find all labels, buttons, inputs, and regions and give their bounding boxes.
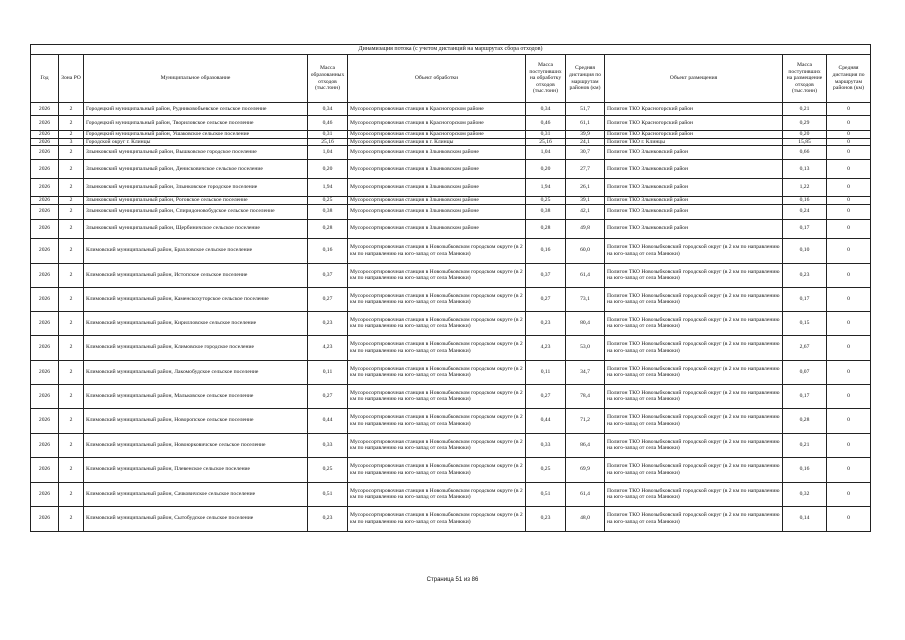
cell-mass-generated: 0,11: [308, 360, 348, 384]
cell-mass-processed: 0,31: [526, 131, 566, 139]
cell-distance-processing: 39,1: [566, 197, 605, 205]
table-row: [31, 103, 871, 116]
cell-mass-placed: 0,13: [783, 160, 827, 179]
cell-distance-placement: 0: [827, 116, 871, 131]
cell-mass-generated: 0,20: [308, 160, 348, 179]
cell-distance-processing: 73,1: [566, 287, 605, 311]
cell-mass-generated: 0,23: [308, 506, 348, 531]
cell-mass-generated: 0,31: [308, 131, 348, 139]
cell-zone: 2: [59, 311, 84, 335]
cell-distance-processing: 34,7: [566, 360, 605, 384]
cell-municipality: Климовский муниципальный район, Сытобудское сельское поселение: [84, 506, 308, 531]
cell-mass-placed: 0,29: [783, 116, 827, 131]
table-row: [31, 433, 871, 457]
cell-distance-processing: 42,1: [566, 204, 605, 219]
cell-distance-placement: 0: [827, 287, 871, 311]
cell-municipality: Городецкий муниципальный район, Твориловское сельское поселение: [84, 116, 308, 131]
cell-municipality: Климовский муниципальный район, Новоропское сельское поселение: [84, 408, 308, 433]
cell-year: 2026: [31, 263, 59, 287]
cell-mass-processed: 0,51: [526, 482, 566, 506]
cell-distance-processing: 26,1: [566, 179, 605, 197]
cell-municipality: Климовский муниципальный район, Мальковское сельское поселение: [84, 384, 308, 408]
cell-mass-placed: 15,85: [783, 138, 827, 146]
cell-year: 2026: [31, 146, 59, 160]
cell-distance-processing: 86,4: [566, 433, 605, 457]
cell-distance-placement: 0: [827, 138, 871, 146]
table-row: [31, 138, 871, 146]
cell-distance-placement: 0: [827, 408, 871, 433]
cell-processing-object: Мусоросортировочная станция в Новозыбковском городском округе (в 2 км по направлению на юго-запад от села Манюки): [348, 433, 526, 457]
cell-year: 2026: [31, 179, 59, 197]
cell-distance-placement: 0: [827, 335, 871, 360]
cell-zone: 2: [59, 103, 84, 116]
cell-distance-placement: 0: [827, 179, 871, 197]
cell-mass-processed: 0,33: [526, 433, 566, 457]
table-row: [31, 197, 871, 205]
cell-placement-object: Полигон ТКО Злынковский район: [605, 197, 783, 205]
cell-mass-processed: 4,23: [526, 335, 566, 360]
table-row: [31, 204, 871, 219]
cell-mass-placed: 0,32: [783, 482, 827, 506]
cell-municipality: Климовский муниципальный район, Лакомобудское сельское поселение: [84, 360, 308, 384]
cell-distance-processing: 61,1: [566, 116, 605, 131]
cell-zone: 2: [59, 335, 84, 360]
cell-year: 2026: [31, 197, 59, 205]
cell-municipality: Климовский муниципальный район, Плевенское сельское поселение: [84, 457, 308, 482]
table-row: [31, 311, 871, 335]
cell-mass-generated: 0,27: [308, 287, 348, 311]
cell-mass-generated: 0,51: [308, 482, 348, 506]
cell-mass-placed: 0,20: [783, 131, 827, 139]
cell-mass-processed: 25,16: [526, 138, 566, 146]
cell-mass-generated: 0,25: [308, 457, 348, 482]
cell-placement-object: Полигон ТКО Новозыбковский городской округ (в 2 км по направлению на юго-запад от села Манюки): [605, 457, 783, 482]
cell-processing-object: Мусоросортировочная станция в Новозыбковском городском округе (в 2 км по направлению на юго-запад от села Манюки): [348, 408, 526, 433]
cell-processing-object: Мусоросортировочная станция в Новозыбковском городском округе (в 2 км по направлению на юго-запад от села Манюки): [348, 238, 526, 263]
cell-mass-placed: 0,16: [783, 457, 827, 482]
table-row: [31, 179, 871, 197]
cell-distance-placement: 0: [827, 384, 871, 408]
cell-mass-placed: 0,15: [783, 311, 827, 335]
cell-municipality: Злынковский муниципальный район, Роговское сельское поселение: [84, 197, 308, 205]
cell-distance-placement: 0: [827, 482, 871, 506]
cell-year: 2026: [31, 408, 59, 433]
cell-placement-object: Полигон ТКО Злынковский район: [605, 146, 783, 160]
cell-mass-generated: 0,34: [308, 103, 348, 116]
cell-distance-processing: 60,0: [566, 238, 605, 263]
cell-processing-object: Мусоросортировочная станция в Красногорском районе: [348, 131, 526, 139]
cell-placement-object: Полигон ТКО Новозыбковский городской округ (в 2 км по направлению на юго-запад от села Манюки): [605, 384, 783, 408]
cell-distance-placement: 0: [827, 131, 871, 139]
cell-mass-generated: 1,04: [308, 146, 348, 160]
table-row: [31, 360, 871, 384]
col-header-distance-placement: Средняя дистанция по маршрутам районов (км): [827, 55, 871, 103]
cell-mass-generated: 0,25: [308, 197, 348, 205]
cell-mass-processed: 0,23: [526, 311, 566, 335]
col-header-placement-object: Объект размещения: [605, 55, 783, 103]
cell-mass-processed: 0,27: [526, 287, 566, 311]
cell-mass-placed: 0,66: [783, 146, 827, 160]
cell-municipality: Городецкий муниципальный район, Ушаковское сельское поселение: [84, 131, 308, 139]
cell-processing-object: Мусоросортировочная станция в Новозыбковском городском округе (в 2 км по направлению на юго-запад от села Манюки): [348, 335, 526, 360]
cell-mass-processed: 1,04: [526, 146, 566, 160]
cell-year: 2026: [31, 131, 59, 139]
col-header-zone: Зона РО: [59, 55, 84, 103]
cell-municipality: Климовский муниципальный район, Истопское сельское поселение: [84, 263, 308, 287]
cell-zone: 2: [59, 287, 84, 311]
cell-distance-placement: 0: [827, 360, 871, 384]
cell-mass-processed: 0,37: [526, 263, 566, 287]
cell-mass-placed: 0,10: [783, 238, 827, 263]
cell-zone: 2: [59, 131, 84, 139]
cell-mass-processed: 0,11: [526, 360, 566, 384]
cell-municipality: Злынковский муниципальный район, Спиридоновобудское сельское поселение: [84, 204, 308, 219]
cell-processing-object: Мусоросортировочная станция в Новозыбковском городском округе (в 2 км по направлению на юго-запад от села Манюки): [348, 311, 526, 335]
cell-mass-generated: 4,23: [308, 335, 348, 360]
cell-distance-placement: 0: [827, 204, 871, 219]
cell-mass-placed: 0,16: [783, 197, 827, 205]
page-footer: Страница 51 из 86: [426, 577, 479, 583]
cell-placement-object: Полигон ТКО Новозыбковский городской округ (в 2 км по направлению на юго-запад от села Манюки): [605, 287, 783, 311]
cell-zone: 2: [59, 457, 84, 482]
cell-distance-processing: 51,7: [566, 103, 605, 116]
cell-placement-object: Полигон ТКО Злынковский район: [605, 204, 783, 219]
cell-mass-processed: 0,16: [526, 238, 566, 263]
cell-distance-placement: 0: [827, 433, 871, 457]
cell-year: 2026: [31, 238, 59, 263]
cell-municipality: Городской округ г. Клинцы: [84, 138, 308, 146]
cell-placement-object: Полигон ТКО Новозыбковский городской округ (в 2 км по направлению на юго-запад от села Манюки): [605, 263, 783, 287]
cell-distance-processing: 80,4: [566, 311, 605, 335]
cell-zone: 2: [59, 238, 84, 263]
cell-zone: 2: [59, 146, 84, 160]
cell-mass-generated: 0,27: [308, 384, 348, 408]
cell-mass-processed: 0,25: [526, 197, 566, 205]
table-row: [31, 263, 871, 287]
table-row: [31, 160, 871, 179]
cell-processing-object: Мусоросортировочная станция в Злынковском районе: [348, 146, 526, 160]
col-header-mass-placed: Масса поступивших на размещение отходов (тыс.тонн): [783, 55, 827, 103]
table-row: [31, 219, 871, 238]
cell-year: 2026: [31, 287, 59, 311]
cell-municipality: Городецкий муниципальный район, Рудниковобьевское сельское поселение: [84, 103, 308, 116]
cell-year: 2026: [31, 160, 59, 179]
cell-mass-generated: 0,33: [308, 433, 348, 457]
cell-year: 2026: [31, 433, 59, 457]
cell-mass-placed: 0,07: [783, 360, 827, 384]
cell-municipality: Климовский муниципальный район, Сачковичское сельское поселение: [84, 482, 308, 506]
cell-placement-object: Полигон ТКО Злынковский район: [605, 160, 783, 179]
col-header-year: Год: [31, 55, 59, 103]
cell-placement-object: Полигон ТКО Новозыбковский городской округ (в 2 км по направлению на юго-запад от села Манюки): [605, 238, 783, 263]
cell-mass-processed: 0,20: [526, 160, 566, 179]
cell-zone: 2: [59, 160, 84, 179]
cell-processing-object: Мусоросортировочная станция в Красногорском районе: [348, 116, 526, 131]
cell-municipality: Климовский муниципальный район, Климовское городское поселение: [84, 335, 308, 360]
cell-zone: 2: [59, 482, 84, 506]
cell-processing-object: Мусоросортировочная станция в Новозыбковском городском округе (в 2 км по направлению на юго-запад от села Манюки): [348, 482, 526, 506]
cell-mass-placed: 0,17: [783, 384, 827, 408]
cell-zone: 2: [59, 197, 84, 205]
cell-mass-processed: 0,27: [526, 384, 566, 408]
cell-year: 2026: [31, 138, 59, 146]
cell-zone: 2: [59, 506, 84, 531]
cell-processing-object: Мусоросортировочная станция в Злынковском районе: [348, 204, 526, 219]
cell-year: 2026: [31, 204, 59, 219]
cell-municipality: Злынковский муниципальный район, Злынковское городское поселение: [84, 179, 308, 197]
table-row: [31, 131, 871, 139]
cell-placement-object: Полигон ТКО Красногорский район: [605, 131, 783, 139]
document-sheet: [30, 44, 870, 532]
waste-flow-table: [30, 44, 871, 532]
cell-distance-processing: 24,1: [566, 138, 605, 146]
cell-zone: 2: [59, 433, 84, 457]
cell-municipality: Климовский муниципальный район, Брахловское сельское поселение: [84, 238, 308, 263]
cell-mass-generated: 0,37: [308, 263, 348, 287]
cell-distance-processing: 49,8: [566, 219, 605, 238]
cell-processing-object: Мусоросортировочная станция в Новозыбковском городском округе (в 2 км по направлению на юго-запад от села Манюки): [348, 360, 526, 384]
cell-processing-object: Мусоросортировочная станция в Новозыбковском городском округе (в 2 км по направлению на юго-запад от села Манюки): [348, 287, 526, 311]
cell-placement-object: Полигон ТКО Новозыбковский городской округ (в 2 км по направлению на юго-запад от села Манюки): [605, 311, 783, 335]
cell-distance-processing: 61,4: [566, 482, 605, 506]
cell-zone: 2: [59, 116, 84, 131]
cell-mass-processed: 0,28: [526, 219, 566, 238]
cell-distance-placement: 0: [827, 457, 871, 482]
cell-distance-processing: 27,7: [566, 160, 605, 179]
cell-placement-object: Полигон ТКО Красногорский район: [605, 103, 783, 116]
cell-mass-placed: 0,21: [783, 433, 827, 457]
cell-mass-generated: 0,16: [308, 238, 348, 263]
cell-processing-object: Мусоросортировочная станция в Красногорском районе: [348, 103, 526, 116]
cell-municipality: Злынковский муниципальный район, Вышковское городское поселение: [84, 146, 308, 160]
cell-placement-object: Полигон ТКО Злынковский район: [605, 219, 783, 238]
cell-distance-processing: 53,0: [566, 335, 605, 360]
cell-zone: 2: [59, 263, 84, 287]
table-row: [31, 287, 871, 311]
cell-mass-placed: 0,28: [783, 408, 827, 433]
cell-mass-placed: 0,24: [783, 204, 827, 219]
cell-distance-placement: 0: [827, 103, 871, 116]
cell-distance-processing: 30,7: [566, 146, 605, 160]
cell-zone: 2: [59, 384, 84, 408]
cell-placement-object: Полигон ТКО Красногорский район: [605, 116, 783, 131]
cell-processing-object: Мусоросортировочная станция в Злынковском районе: [348, 197, 526, 205]
cell-placement-object: Полигон ТКО Злынковский район: [605, 179, 783, 197]
col-header-mass-processed: Масса поступивших на обработку отходов (тыс.тонн): [526, 55, 566, 103]
table-row: [31, 146, 871, 160]
col-header-processing-object: Объект обработки: [348, 55, 526, 103]
cell-distance-processing: 39,9: [566, 131, 605, 139]
cell-processing-object: Мусоросортировочная станция в Злынковском районе: [348, 160, 526, 179]
cell-mass-processed: 0,46: [526, 116, 566, 131]
cell-mass-placed: 2,67: [783, 335, 827, 360]
cell-year: 2026: [31, 384, 59, 408]
cell-placement-object: Полигон ТКО Новозыбковский городской округ (в 2 км по направлению на юго-запад от села Манюки): [605, 408, 783, 433]
cell-distance-placement: 0: [827, 311, 871, 335]
header-row: [31, 55, 871, 103]
cell-distance-placement: 0: [827, 197, 871, 205]
cell-zone: 2: [59, 219, 84, 238]
table-row: [31, 457, 871, 482]
cell-year: 2026: [31, 103, 59, 116]
cell-placement-object: Полигон ТКО Новозыбковский городской округ (в 2 км по направлению на юго-запад от села Манюки): [605, 433, 783, 457]
cell-distance-placement: 0: [827, 146, 871, 160]
cell-municipality: Климовский муниципальный район, Кирилловское сельское поселение: [84, 311, 308, 335]
cell-mass-processed: 0,25: [526, 457, 566, 482]
cell-placement-object: Полигон ТКО Новозыбковский городской округ (в 2 км по направлению на юго-запад от села Манюки): [605, 482, 783, 506]
table-caption: Динамизация потока (с учетом дистанций на маршрутах сбора отходов): [30, 44, 871, 54]
cell-processing-object: Мусоросортировочная станция в Злынковском районе: [348, 179, 526, 197]
cell-mass-processed: 0,38: [526, 204, 566, 219]
cell-distance-placement: 0: [827, 238, 871, 263]
cell-mass-processed: 1,94: [526, 179, 566, 197]
cell-distance-placement: 0: [827, 219, 871, 238]
cell-processing-object: Мусоросортировочная станция в г. Клинцы: [348, 138, 526, 146]
cell-mass-placed: 1,22: [783, 179, 827, 197]
cell-processing-object: Мусоросортировочная станция в Злынковском районе: [348, 219, 526, 238]
cell-year: 2026: [31, 506, 59, 531]
table-row: [31, 384, 871, 408]
cell-distance-processing: 48,0: [566, 506, 605, 531]
cell-mass-placed: 0,21: [783, 103, 827, 116]
cell-mass-generated: 0,28: [308, 219, 348, 238]
cell-mass-placed: 0,17: [783, 287, 827, 311]
cell-year: 2026: [31, 482, 59, 506]
table-row: [31, 408, 871, 433]
cell-year: 2026: [31, 360, 59, 384]
cell-placement-object: Полигон ТКО Новозыбковский городской округ (в 2 км по направлению на юго-запад от села Манюки): [605, 360, 783, 384]
cell-processing-object: Мусоросортировочная станция в Новозыбковском городском округе (в 2 км по направлению на юго-запад от села Манюки): [348, 263, 526, 287]
cell-mass-generated: 25,16: [308, 138, 348, 146]
cell-distance-placement: 0: [827, 263, 871, 287]
col-header-distance-processing: Средняя дистанция по маршрутам районов (км): [566, 55, 605, 103]
cell-distance-processing: 69,9: [566, 457, 605, 482]
cell-year: 2026: [31, 311, 59, 335]
cell-mass-placed: 0,14: [783, 506, 827, 531]
cell-placement-object: Полигон ТКО Новозыбковский городской округ (в 2 км по направлению на юго-запад от села Манюки): [605, 506, 783, 531]
cell-mass-generated: 0,44: [308, 408, 348, 433]
col-header-municipality: Муниципальное образование: [84, 55, 308, 103]
cell-municipality: Климовский муниципальный район, Новоюрковичское сельское поселение: [84, 433, 308, 457]
cell-distance-processing: 71,2: [566, 408, 605, 433]
cell-processing-object: Мусоросортировочная станция в Новозыбковском городском округе (в 2 км по направлению на юго-запад от села Манюки): [348, 506, 526, 531]
cell-mass-generated: 0,38: [308, 204, 348, 219]
cell-year: 2026: [31, 335, 59, 360]
cell-year: 2026: [31, 219, 59, 238]
cell-distance-processing: 61,4: [566, 263, 605, 287]
cell-mass-placed: 0,23: [783, 263, 827, 287]
cell-mass-generated: 1,94: [308, 179, 348, 197]
cell-municipality: Злынковский муниципальный район, Щербиничское сельское поселение: [84, 219, 308, 238]
cell-year: 2026: [31, 457, 59, 482]
cell-zone: 2: [59, 360, 84, 384]
cell-distance-placement: 0: [827, 506, 871, 531]
cell-zone: 2: [59, 179, 84, 197]
cell-distance-placement: 0: [827, 160, 871, 179]
cell-placement-object: Полигон ТКО г. Клинцы: [605, 138, 783, 146]
cell-mass-processed: 0,44: [526, 408, 566, 433]
cell-zone: 3: [59, 138, 84, 146]
cell-mass-placed: 0,17: [783, 219, 827, 238]
table-row: [31, 238, 871, 263]
cell-mass-generated: 0,23: [308, 311, 348, 335]
cell-placement-object: Полигон ТКО Новозыбковский городской округ (в 2 км по направлению на юго-запад от села Манюки): [605, 335, 783, 360]
cell-distance-processing: 78,4: [566, 384, 605, 408]
col-header-mass-generated: Масса образованных отходов (тыс.тонн): [308, 55, 348, 103]
cell-municipality: Злынковский муниципальный район, Денисковичское сельское поселение: [84, 160, 308, 179]
cell-year: 2026: [31, 116, 59, 131]
cell-zone: 2: [59, 204, 84, 219]
cell-processing-object: Мусоросортировочная станция в Новозыбковском городском округе (в 2 км по направлению на юго-запад от села Манюки): [348, 384, 526, 408]
cell-processing-object: Мусоросортировочная станция в Новозыбковском городском округе (в 2 км по направлению на юго-запад от села Манюки): [348, 457, 526, 482]
cell-mass-processed: 0,34: [526, 103, 566, 116]
table-row: [31, 335, 871, 360]
cell-mass-generated: 0,46: [308, 116, 348, 131]
table-row: [31, 506, 871, 531]
table-row: [31, 482, 871, 506]
cell-zone: 2: [59, 408, 84, 433]
cell-mass-processed: 0,23: [526, 506, 566, 531]
table-row: [31, 116, 871, 131]
cell-municipality: Климовский муниципальный район, Каменскохуторское сельское поселение: [84, 287, 308, 311]
